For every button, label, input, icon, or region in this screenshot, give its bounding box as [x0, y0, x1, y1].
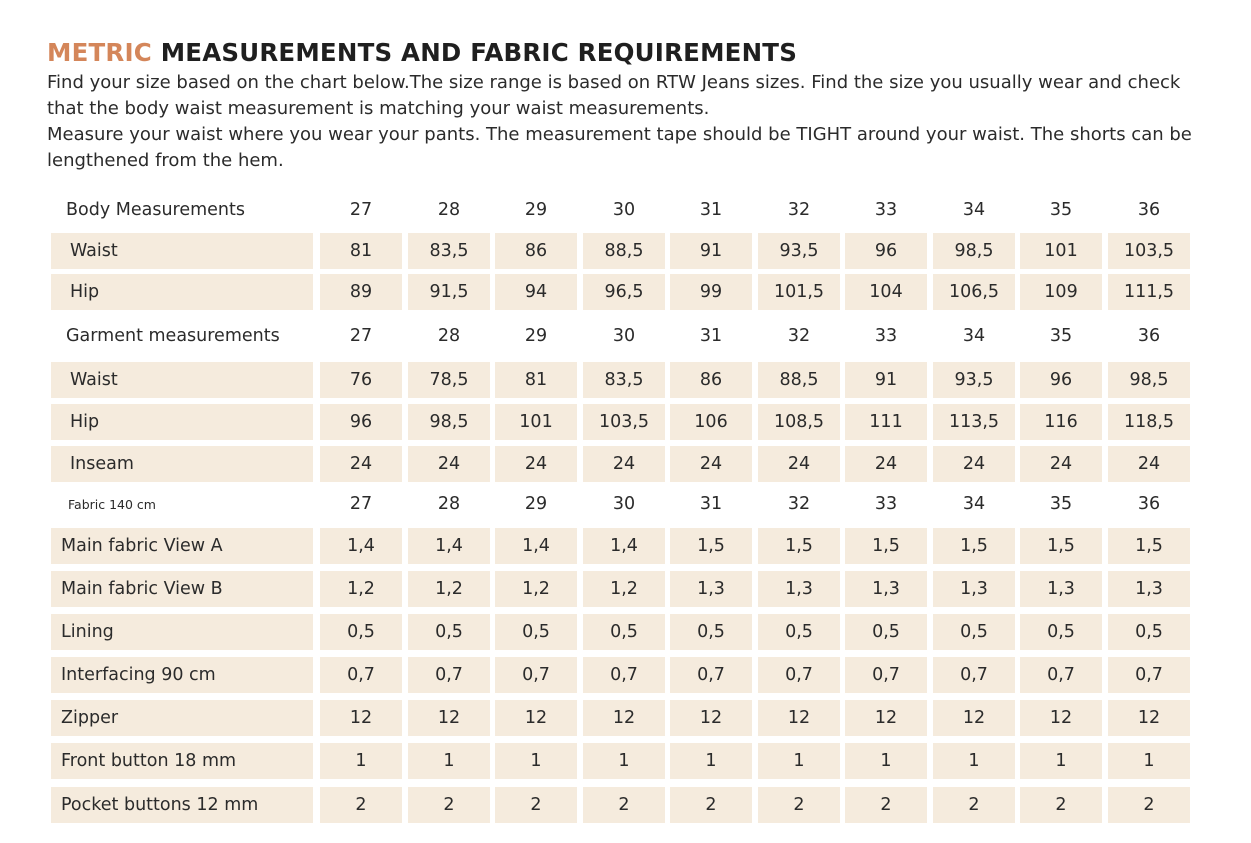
- table-cell: 36: [1137, 494, 1161, 514]
- table-cell: 34: [962, 494, 986, 514]
- table-cell: 101: [495, 404, 577, 440]
- table-row: [0, 700, 1251, 736]
- table-cell: 24: [1108, 446, 1190, 482]
- table-cell: 1: [1108, 743, 1190, 779]
- table-cell: 0,5: [1020, 614, 1102, 650]
- table-cell: 2: [758, 787, 840, 823]
- table-cell: 24: [495, 446, 577, 482]
- table-cell: 81: [320, 233, 402, 269]
- table-cell: 1,4: [320, 528, 402, 564]
- table-cell: 24: [320, 446, 402, 482]
- table-cell: 1,2: [408, 571, 490, 607]
- table-row: [0, 614, 1251, 650]
- table-cell: 0,5: [933, 614, 1015, 650]
- table-row: [0, 657, 1251, 693]
- table-row: [0, 571, 1251, 607]
- table-cell: 29: [524, 494, 548, 514]
- row-label: Pocket buttons 12 mm: [51, 787, 313, 823]
- table-cell: 31: [699, 494, 723, 514]
- row-label: Hip: [51, 404, 313, 440]
- table-cell: 2: [670, 787, 752, 823]
- table-cell: 30: [612, 200, 636, 220]
- table-cell: 96,5: [583, 274, 665, 310]
- table-cell: 35: [1049, 326, 1073, 346]
- table-cell: 2: [495, 787, 577, 823]
- table-cell: 111: [845, 404, 927, 440]
- table-cell: 32: [787, 200, 811, 220]
- table-cell: 0,5: [1108, 614, 1190, 650]
- table-cell: 1: [758, 743, 840, 779]
- table-cell: 33: [874, 326, 898, 346]
- table-cell: 89: [320, 274, 402, 310]
- table-cell: 0,5: [670, 614, 752, 650]
- table-cell: 0,5: [758, 614, 840, 650]
- table-cell: 1,5: [1020, 528, 1102, 564]
- table-cell: 35: [1049, 200, 1073, 220]
- table-cell: 28: [437, 494, 461, 514]
- table-cell: 1,4: [583, 528, 665, 564]
- table-cell: 12: [758, 700, 840, 736]
- row-label: Hip: [51, 274, 313, 310]
- table-cell: 0,5: [583, 614, 665, 650]
- intro-text: [47, 70, 1207, 174]
- table-cell: 0,5: [845, 614, 927, 650]
- table-cell: 98,5: [933, 233, 1015, 269]
- table-cell: 0,5: [495, 614, 577, 650]
- table-cell: 88,5: [583, 233, 665, 269]
- intro-line-2: Measure your waist where you wear your pants. The measurement tape should be TIGHT around your waist. The shorts can be lengthened from the hem.: [47, 124, 1192, 171]
- table-cell: 1,5: [758, 528, 840, 564]
- table-cell: 33: [874, 200, 898, 220]
- table-cell: 12: [408, 700, 490, 736]
- row-label: Fabric 140 cm: [68, 496, 156, 512]
- table-cell: 98,5: [408, 404, 490, 440]
- table-cell: 0,5: [408, 614, 490, 650]
- table-cell: 0,5: [320, 614, 402, 650]
- table-cell: 118,5: [1108, 404, 1190, 440]
- table-cell: 32: [787, 326, 811, 346]
- table-cell: 106,5: [933, 274, 1015, 310]
- table-cell: 0,7: [845, 657, 927, 693]
- table-cell: 109: [1020, 274, 1102, 310]
- table-cell: 24: [408, 446, 490, 482]
- table-cell: 1: [408, 743, 490, 779]
- table-cell: 1: [1020, 743, 1102, 779]
- table-cell: 106: [670, 404, 752, 440]
- table-row: [0, 486, 1251, 522]
- table-cell: 1,3: [758, 571, 840, 607]
- table-cell: 91: [845, 362, 927, 398]
- table-cell: 1,3: [670, 571, 752, 607]
- table-cell: 36: [1137, 326, 1161, 346]
- table-row: [0, 274, 1251, 310]
- table-cell: 1,3: [933, 571, 1015, 607]
- table-cell: 27: [349, 200, 373, 220]
- table-cell: 12: [933, 700, 1015, 736]
- table-cell: 76: [320, 362, 402, 398]
- table-cell: 35: [1049, 494, 1073, 514]
- table-cell: 78,5: [408, 362, 490, 398]
- table-cell: 108,5: [758, 404, 840, 440]
- table-cell: 1,5: [845, 528, 927, 564]
- page-title: [47, 38, 797, 67]
- table-row: [0, 787, 1251, 823]
- row-label: Body Measurements: [66, 200, 245, 220]
- table-row: [0, 743, 1251, 779]
- row-label: Inseam: [51, 446, 313, 482]
- table-cell: 12: [583, 700, 665, 736]
- table-cell: 101: [1020, 233, 1102, 269]
- table-cell: 24: [1020, 446, 1102, 482]
- table-cell: 30: [612, 494, 636, 514]
- row-label: Interfacing 90 cm: [51, 657, 313, 693]
- table-cell: 24: [933, 446, 1015, 482]
- table-cell: 32: [787, 494, 811, 514]
- table-cell: 1,4: [408, 528, 490, 564]
- table-cell: 34: [962, 200, 986, 220]
- table-cell: 1,2: [583, 571, 665, 607]
- table-cell: 1,2: [320, 571, 402, 607]
- row-label: Lining: [51, 614, 313, 650]
- table-cell: 86: [495, 233, 577, 269]
- table-cell: 0,7: [320, 657, 402, 693]
- table-cell: 1,5: [670, 528, 752, 564]
- table-cell: 28: [437, 326, 461, 346]
- table-cell: 91: [670, 233, 752, 269]
- table-cell: 34: [962, 326, 986, 346]
- title-accent: METRIC: [47, 38, 152, 67]
- table-cell: 93,5: [933, 362, 1015, 398]
- table-cell: 2: [1020, 787, 1102, 823]
- table-cell: 29: [524, 200, 548, 220]
- table-cell: 2: [1108, 787, 1190, 823]
- table-cell: 96: [845, 233, 927, 269]
- intro-line-1: Find your size based on the chart below.The size range is based on RTW Jeans sizes. Find the size you usually wear and check that the body waist measurement is matching your waist measurements.: [47, 72, 1181, 119]
- table-cell: 1: [845, 743, 927, 779]
- table-cell: 12: [670, 700, 752, 736]
- table-row: [0, 362, 1251, 398]
- row-label: Garment measurements: [66, 326, 280, 346]
- table-cell: 1,4: [495, 528, 577, 564]
- table-cell: 2: [845, 787, 927, 823]
- table-cell: 0,7: [495, 657, 577, 693]
- row-label: Main fabric View B: [51, 571, 313, 607]
- table-cell: 24: [845, 446, 927, 482]
- table-cell: 33: [874, 494, 898, 514]
- table-cell: 29: [524, 326, 548, 346]
- table-cell: 1: [583, 743, 665, 779]
- table-cell: 86: [670, 362, 752, 398]
- table-cell: 2: [933, 787, 1015, 823]
- table-cell: 83,5: [583, 362, 665, 398]
- table-cell: 93,5: [758, 233, 840, 269]
- table-cell: 1,5: [1108, 528, 1190, 564]
- row-label: Waist: [51, 362, 313, 398]
- table-cell: 1: [495, 743, 577, 779]
- table-cell: 101,5: [758, 274, 840, 310]
- table-cell: 12: [845, 700, 927, 736]
- table-row: [0, 192, 1251, 228]
- title-rest: MEASUREMENTS AND FABRIC REQUIREMENTS: [152, 38, 798, 67]
- table-cell: 0,7: [1108, 657, 1190, 693]
- table-cell: 27: [349, 326, 373, 346]
- table-cell: 12: [1108, 700, 1190, 736]
- table-cell: 1,5: [933, 528, 1015, 564]
- table-cell: 1: [933, 743, 1015, 779]
- table-cell: 0,7: [933, 657, 1015, 693]
- table-cell: 31: [699, 200, 723, 220]
- table-cell: 27: [349, 494, 373, 514]
- table-cell: 81: [495, 362, 577, 398]
- table-cell: 98,5: [1108, 362, 1190, 398]
- table-row: [0, 404, 1251, 440]
- table-cell: 2: [408, 787, 490, 823]
- table-cell: 12: [495, 700, 577, 736]
- table-row: [0, 233, 1251, 269]
- table-cell: 12: [320, 700, 402, 736]
- table-cell: 88,5: [758, 362, 840, 398]
- table-cell: 24: [583, 446, 665, 482]
- table-cell: 0,7: [670, 657, 752, 693]
- table-cell: 24: [758, 446, 840, 482]
- table-cell: 1,3: [1020, 571, 1102, 607]
- table-cell: 0,7: [1020, 657, 1102, 693]
- table-cell: 0,7: [758, 657, 840, 693]
- table-row: [0, 446, 1251, 482]
- table-cell: 1,3: [1108, 571, 1190, 607]
- table-cell: 1: [320, 743, 402, 779]
- table-cell: 103,5: [1108, 233, 1190, 269]
- table-cell: 2: [320, 787, 402, 823]
- table-row: [0, 528, 1251, 564]
- row-label: Waist: [51, 233, 313, 269]
- table-cell: 83,5: [408, 233, 490, 269]
- table-cell: 2: [583, 787, 665, 823]
- table-cell: 111,5: [1108, 274, 1190, 310]
- table-cell: 12: [1020, 700, 1102, 736]
- row-label: Main fabric View A: [51, 528, 313, 564]
- row-label: Front button 18 mm: [51, 743, 313, 779]
- table-cell: 31: [699, 326, 723, 346]
- table-cell: 103,5: [583, 404, 665, 440]
- table-cell: 36: [1137, 200, 1161, 220]
- table-cell: 96: [320, 404, 402, 440]
- row-label: Zipper: [51, 700, 313, 736]
- table-cell: 1: [670, 743, 752, 779]
- table-cell: 104: [845, 274, 927, 310]
- table-cell: 0,7: [408, 657, 490, 693]
- table-cell: 1,2: [495, 571, 577, 607]
- table-cell: 0,7: [583, 657, 665, 693]
- table-cell: 94: [495, 274, 577, 310]
- table-cell: 116: [1020, 404, 1102, 440]
- table-cell: 30: [612, 326, 636, 346]
- table-cell: 99: [670, 274, 752, 310]
- table-cell: 96: [1020, 362, 1102, 398]
- table-cell: 113,5: [933, 404, 1015, 440]
- table-row: [0, 318, 1251, 354]
- table-cell: 1,3: [845, 571, 927, 607]
- table-cell: 28: [437, 200, 461, 220]
- table-cell: 24: [670, 446, 752, 482]
- table-cell: 91,5: [408, 274, 490, 310]
